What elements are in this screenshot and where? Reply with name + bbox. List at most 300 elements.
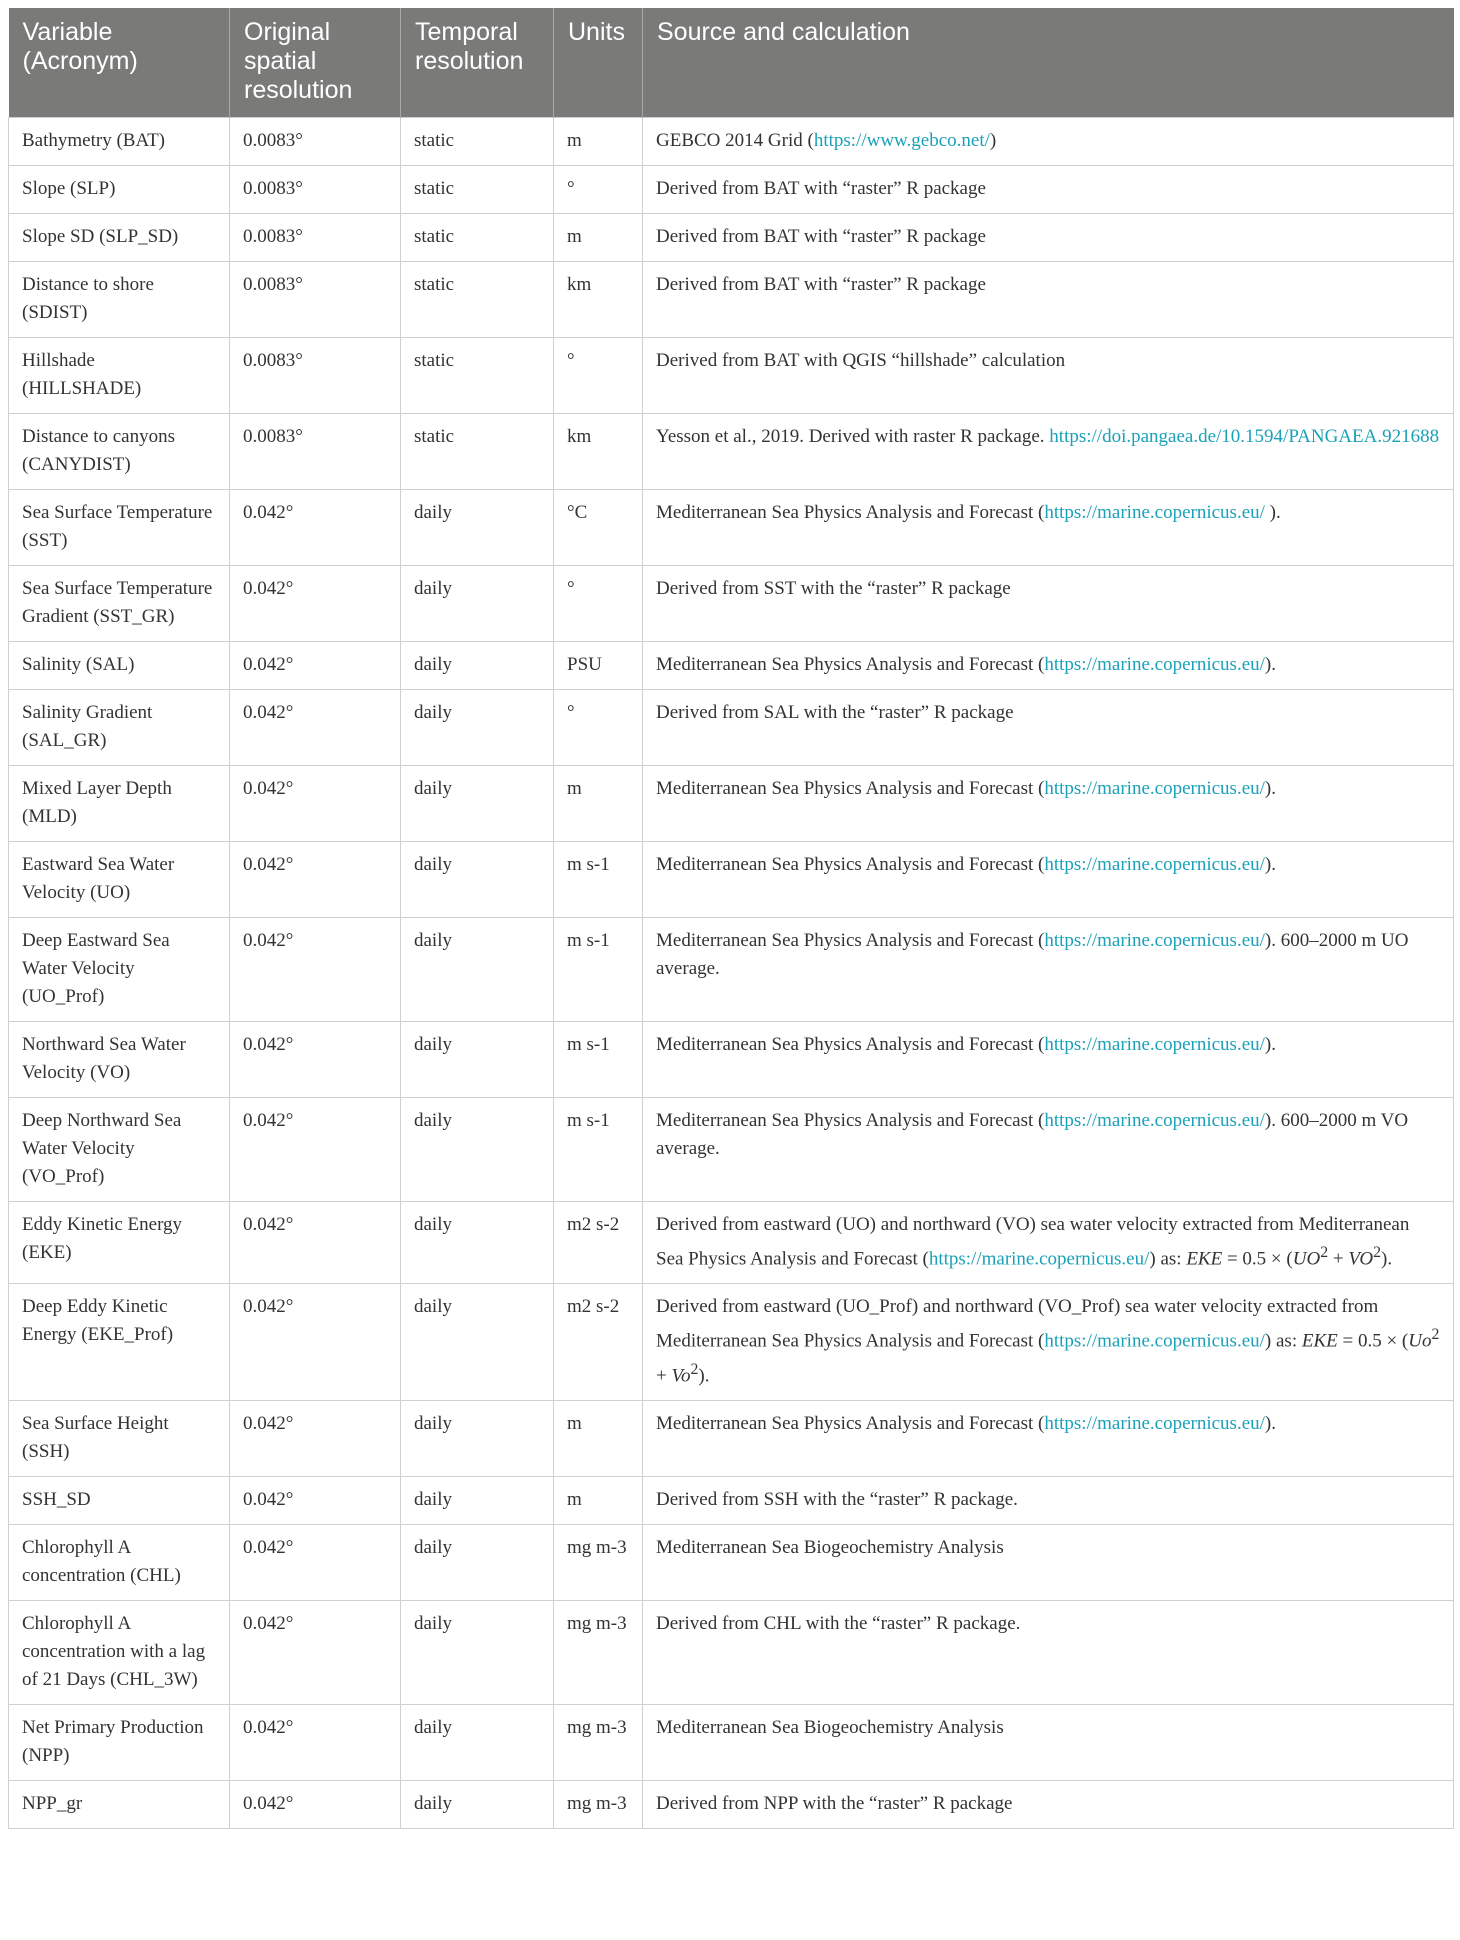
- table-row: [9, 1202, 1454, 1284]
- resolution-text: 0.042°: [243, 502, 294, 523]
- cell-variable: [9, 1202, 230, 1284]
- units-text: mg m-3: [567, 1716, 627, 1738]
- cell-variable: [9, 1476, 230, 1524]
- cell-units: [554, 1780, 643, 1828]
- units-text: mg m-3: [567, 1536, 627, 1558]
- table-row: [9, 1600, 1454, 1704]
- cell-source: [643, 1400, 1454, 1476]
- header-variable: Variable (Acronym): [9, 8, 230, 118]
- variable-text: Net Primary Production (NPP): [22, 1716, 204, 1766]
- variables-table: [8, 8, 1454, 1829]
- cell-temporal-resolution: [401, 1284, 554, 1401]
- cell-spatial-resolution: [230, 490, 401, 566]
- temporal-text: static: [414, 130, 455, 151]
- source-text: Derived from BAT with “raster” R package: [656, 178, 986, 199]
- cell-spatial-resolution: [230, 918, 401, 1022]
- source-link[interactable]: https://marine.copernicus.eu/: [1044, 1412, 1265, 1434]
- formula-term-a: Uo: [1408, 1330, 1432, 1352]
- temporal-text: daily: [414, 1488, 452, 1510]
- table-row: [9, 166, 1454, 214]
- cell-source: [643, 1600, 1454, 1704]
- cell-spatial-resolution: [230, 1600, 401, 1704]
- formula-exponent-a: 2: [1320, 1244, 1329, 1261]
- source-text-after-link: ). 600–2000 m VO average.: [656, 1110, 1409, 1159]
- table-row: [9, 766, 1454, 842]
- table-row: [9, 1284, 1454, 1401]
- source-text-after-link: ).: [1264, 778, 1276, 799]
- units-text: mg m-3: [567, 1612, 627, 1634]
- cell-units: [554, 690, 643, 766]
- header-units: Units: [554, 8, 643, 118]
- cell-source: [643, 1202, 1454, 1284]
- source-text: Mediterranean Sea Physics Analysis and Forecast (: [656, 854, 1045, 875]
- table-container: [8, 8, 1453, 1829]
- resolution-text: 0.042°: [243, 1110, 294, 1131]
- units-text: km: [567, 426, 592, 447]
- variable-text: Slope (SLP): [22, 178, 116, 199]
- cell-spatial-resolution: [230, 1284, 401, 1401]
- units-text: m2 s-2: [567, 1214, 620, 1235]
- cell-source: [643, 690, 1454, 766]
- cell-spatial-resolution: [230, 1098, 401, 1202]
- source-link[interactable]: https://marine.copernicus.eu/: [1044, 1330, 1265, 1352]
- table-row: [9, 642, 1454, 690]
- header-temporal-resolution: Temporal resolution: [401, 8, 554, 118]
- cell-units: [554, 338, 643, 414]
- table-row: [9, 262, 1454, 338]
- resolution-text: 0.042°: [243, 778, 294, 799]
- temporal-text: daily: [414, 1716, 452, 1738]
- source-text: Mediterranean Sea Biogeochemistry Analysis: [656, 1716, 1004, 1738]
- cell-spatial-resolution: [230, 1476, 401, 1524]
- formula-close: ).: [1381, 1248, 1393, 1270]
- source-link[interactable]: https://doi.pangaea.de/10.1594/PANGAEA.921688: [1049, 426, 1440, 447]
- cell-units: [554, 490, 643, 566]
- table-row: [9, 1780, 1454, 1828]
- source-link[interactable]: https://marine.copernicus.eu/: [1044, 778, 1265, 799]
- table-row: [9, 118, 1454, 166]
- units-text: m: [567, 778, 582, 799]
- cell-spatial-resolution: [230, 1780, 401, 1828]
- cell-variable: [9, 1600, 230, 1704]
- cell-variable: [9, 1704, 230, 1780]
- source-link[interactable]: https://marine.copernicus.eu/: [1044, 654, 1265, 675]
- table-row: [9, 1704, 1454, 1780]
- units-text: m s-1: [567, 1034, 610, 1055]
- cell-units: [554, 566, 643, 642]
- source-text: Derived from CHL with the “raster” R package.: [656, 1612, 1021, 1634]
- cell-source: [643, 642, 1454, 690]
- source-text: Mediterranean Sea Physics Analysis and Forecast (: [656, 1034, 1045, 1055]
- cell-variable: [9, 918, 230, 1022]
- variable-text: Eastward Sea Water Velocity (UO): [22, 854, 175, 903]
- table-row: [9, 1022, 1454, 1098]
- source-text-after-link: ).: [1264, 1412, 1276, 1434]
- resolution-text: 0.0083°: [243, 226, 303, 247]
- table-row: [9, 690, 1454, 766]
- source-text: Mediterranean Sea Physics Analysis and Forecast (: [656, 1110, 1045, 1131]
- header-spatial-resolution: Original spatial resolution: [230, 8, 401, 118]
- cell-temporal-resolution: [401, 262, 554, 338]
- cell-spatial-resolution: [230, 1202, 401, 1284]
- temporal-text: daily: [414, 778, 452, 799]
- cell-variable: [9, 1022, 230, 1098]
- cell-variable: [9, 118, 230, 166]
- units-text: °C: [567, 502, 588, 523]
- temporal-text: daily: [414, 1612, 452, 1634]
- cell-temporal-resolution: [401, 1600, 554, 1704]
- cell-variable: [9, 566, 230, 642]
- variable-text: Deep Eddy Kinetic Energy (EKE_Prof): [22, 1296, 174, 1346]
- source-link[interactable]: https://www.gebco.net/: [813, 130, 990, 151]
- cell-variable: [9, 490, 230, 566]
- table-body: [9, 118, 1454, 1829]
- cell-source: [643, 766, 1454, 842]
- source-text-after-link: ) as:: [1264, 1330, 1302, 1352]
- cell-source: [643, 1524, 1454, 1600]
- source-text-after-link: ).: [1264, 654, 1276, 675]
- temporal-text: static: [414, 426, 455, 447]
- temporal-text: daily: [414, 578, 452, 599]
- resolution-text: 0.0083°: [243, 350, 303, 371]
- variable-text: Eddy Kinetic Energy (EKE): [22, 1214, 183, 1263]
- variable-text: Sea Surface Temperature Gradient (SST_GR): [22, 578, 213, 627]
- resolution-text: 0.0083°: [243, 130, 303, 151]
- cell-temporal-resolution: [401, 918, 554, 1022]
- resolution-text: 0.042°: [243, 930, 294, 951]
- variable-text: Distance to shore (SDIST): [22, 274, 154, 323]
- cell-spatial-resolution: [230, 766, 401, 842]
- cell-variable: [9, 414, 230, 490]
- table-row: [9, 842, 1454, 918]
- source-link[interactable]: https://marine.copernicus.eu/: [1044, 502, 1265, 523]
- cell-source: [643, 1284, 1454, 1401]
- cell-units: [554, 214, 643, 262]
- temporal-text: daily: [414, 1536, 452, 1558]
- cell-variable: [9, 1284, 230, 1401]
- resolution-text: 0.0083°: [243, 274, 303, 295]
- cell-variable: [9, 690, 230, 766]
- units-text: m: [567, 1488, 582, 1510]
- temporal-text: daily: [414, 1034, 452, 1055]
- units-text: °: [567, 178, 575, 199]
- variable-text: Salinity (SAL): [22, 654, 135, 675]
- cell-temporal-resolution: [401, 214, 554, 262]
- cell-source: [643, 214, 1454, 262]
- formula-lhs: EKE: [1186, 1248, 1223, 1270]
- variable-text: Deep Eastward Sea Water Velocity (UO_Prof): [22, 930, 170, 1007]
- source-text: Derived from SAL with the “raster” R package: [656, 702, 1014, 723]
- cell-source: [643, 1476, 1454, 1524]
- cell-variable: [9, 1098, 230, 1202]
- formula-close: ).: [698, 1364, 710, 1386]
- cell-spatial-resolution: [230, 690, 401, 766]
- cell-variable: [9, 1780, 230, 1828]
- cell-source: [643, 1098, 1454, 1202]
- cell-spatial-resolution: [230, 414, 401, 490]
- resolution-text: 0.042°: [243, 578, 294, 599]
- formula-exponent-b: 2: [690, 1360, 699, 1378]
- cell-source: [643, 1704, 1454, 1780]
- formula-plus: +: [656, 1364, 672, 1386]
- cell-temporal-resolution: [401, 1400, 554, 1476]
- cell-spatial-resolution: [230, 262, 401, 338]
- cell-temporal-resolution: [401, 690, 554, 766]
- cell-temporal-resolution: [401, 414, 554, 490]
- cell-variable: [9, 1524, 230, 1600]
- source-text: Mediterranean Sea Physics Analysis and Forecast (: [656, 502, 1045, 523]
- cell-temporal-resolution: [401, 1202, 554, 1284]
- formula-term-b: VO: [1348, 1248, 1374, 1270]
- variable-text: Sea Surface Temperature (SST): [22, 502, 213, 551]
- cell-units: [554, 118, 643, 166]
- cell-spatial-resolution: [230, 1704, 401, 1780]
- units-text: °: [567, 350, 575, 371]
- cell-units: [554, 1600, 643, 1704]
- source-text: Yesson et al., 2019. Derived with raster R package.: [656, 426, 1050, 447]
- variable-text: Distance to canyons (CANYDIST): [22, 426, 176, 475]
- cell-variable: [9, 166, 230, 214]
- cell-units: [554, 642, 643, 690]
- units-text: °: [567, 578, 575, 599]
- source-link[interactable]: https://marine.copernicus.eu/: [1044, 930, 1265, 951]
- variable-text: Bathymetry (BAT): [22, 130, 166, 151]
- temporal-text: static: [414, 350, 455, 371]
- cell-temporal-resolution: [401, 1476, 554, 1524]
- resolution-text: 0.042°: [243, 1488, 294, 1510]
- source-link[interactable]: https://marine.copernicus.eu/: [1044, 854, 1265, 875]
- source-link[interactable]: https://marine.copernicus.eu/: [928, 1248, 1150, 1270]
- source-text: Mediterranean Sea Physics Analysis and Forecast (: [656, 930, 1045, 951]
- cell-temporal-resolution: [401, 842, 554, 918]
- variable-text: Salinity Gradient (SAL_GR): [22, 702, 153, 751]
- units-text: mg m-3: [567, 1792, 627, 1814]
- resolution-text: 0.042°: [243, 1412, 294, 1434]
- temporal-text: daily: [414, 1412, 452, 1434]
- cell-variable: [9, 642, 230, 690]
- cell-spatial-resolution: [230, 338, 401, 414]
- cell-temporal-resolution: [401, 118, 554, 166]
- cell-temporal-resolution: [401, 1022, 554, 1098]
- table-row: [9, 918, 1454, 1022]
- cell-spatial-resolution: [230, 566, 401, 642]
- source-text: Derived from BAT with “raster” R package: [656, 274, 986, 295]
- units-text: PSU: [567, 654, 602, 675]
- cell-spatial-resolution: [230, 1524, 401, 1600]
- cell-variable: [9, 1400, 230, 1476]
- source-text: Derived from SST with the “raster” R package: [656, 578, 1011, 599]
- header-row: [9, 8, 1454, 118]
- table-row: [9, 1524, 1454, 1600]
- cell-temporal-resolution: [401, 642, 554, 690]
- units-text: m: [567, 130, 582, 151]
- source-text-after-link: ).: [1264, 502, 1281, 523]
- table-row: [9, 490, 1454, 566]
- cell-temporal-resolution: [401, 566, 554, 642]
- variable-text: Hillshade (HILLSHADE): [22, 350, 142, 399]
- formula-exponent-b: 2: [1373, 1244, 1382, 1261]
- temporal-text: static: [414, 178, 455, 199]
- cell-temporal-resolution: [401, 490, 554, 566]
- cell-source: [643, 566, 1454, 642]
- cell-temporal-resolution: [401, 338, 554, 414]
- cell-source: [643, 1780, 1454, 1828]
- cell-source: [643, 166, 1454, 214]
- table-row: [9, 214, 1454, 262]
- formula-term-a: UO: [1292, 1248, 1321, 1270]
- temporal-text: daily: [414, 702, 452, 723]
- cell-units: [554, 1704, 643, 1780]
- cell-units: [554, 1098, 643, 1202]
- cell-source: [643, 490, 1454, 566]
- units-text: m2 s-2: [567, 1296, 620, 1318]
- variable-text: Slope SD (SLP_SD): [22, 226, 179, 247]
- source-text: GEBCO 2014 Grid (: [656, 130, 814, 151]
- cell-temporal-resolution: [401, 1098, 554, 1202]
- formula-plus: +: [1328, 1248, 1349, 1270]
- cell-units: [554, 414, 643, 490]
- units-text: m: [567, 1412, 582, 1434]
- source-text-after-link: ): [989, 130, 997, 151]
- table-row: [9, 1400, 1454, 1476]
- cell-temporal-resolution: [401, 1524, 554, 1600]
- cell-source: [643, 414, 1454, 490]
- variable-text: Sea Surface Height (SSH): [22, 1412, 169, 1462]
- temporal-text: daily: [414, 1110, 452, 1131]
- cell-temporal-resolution: [401, 766, 554, 842]
- resolution-text: 0.042°: [243, 1034, 294, 1055]
- variable-text: Mixed Layer Depth (MLD): [22, 778, 172, 827]
- cell-units: [554, 1022, 643, 1098]
- temporal-text: static: [414, 226, 455, 247]
- resolution-text: 0.0083°: [243, 178, 303, 199]
- resolution-text: 0.042°: [243, 1716, 294, 1738]
- cell-temporal-resolution: [401, 166, 554, 214]
- cell-spatial-resolution: [230, 1022, 401, 1098]
- source-link[interactable]: https://marine.copernicus.eu/: [1044, 1110, 1265, 1131]
- resolution-text: 0.042°: [243, 1536, 294, 1558]
- source-text: Mediterranean Sea Physics Analysis and Forecast (: [656, 778, 1045, 799]
- temporal-text: daily: [414, 1214, 452, 1235]
- units-text: m s-1: [567, 854, 610, 875]
- temporal-text: daily: [414, 930, 452, 951]
- source-text: Derived from BAT with “raster” R package: [656, 226, 986, 247]
- variable-text: Deep Northward Sea Water Velocity (VO_Prof): [22, 1110, 182, 1187]
- temporal-text: daily: [414, 1296, 452, 1318]
- cell-units: [554, 262, 643, 338]
- cell-spatial-resolution: [230, 842, 401, 918]
- cell-variable: [9, 214, 230, 262]
- table-row: [9, 1098, 1454, 1202]
- cell-units: [554, 766, 643, 842]
- source-text-after-link: ). 600–2000 m UO average.: [656, 930, 1409, 979]
- source-text: Derived from NPP with the “raster” R package: [656, 1792, 1013, 1814]
- variable-text: SSH_SD: [22, 1488, 91, 1510]
- source-link[interactable]: https://marine.copernicus.eu/: [1044, 1034, 1265, 1055]
- source-text: Mediterranean Sea Physics Analysis and Forecast (: [656, 654, 1045, 675]
- variable-text: Northward Sea Water Velocity (VO): [22, 1034, 186, 1083]
- cell-units: [554, 1476, 643, 1524]
- formula-eq: = 0.5 × (: [1337, 1330, 1409, 1352]
- cell-variable: [9, 338, 230, 414]
- cell-variable: [9, 262, 230, 338]
- cell-source: [643, 338, 1454, 414]
- temporal-text: daily: [414, 854, 452, 875]
- table-row: [9, 1476, 1454, 1524]
- cell-spatial-resolution: [230, 118, 401, 166]
- resolution-text: 0.042°: [243, 1214, 294, 1235]
- table-row: [9, 414, 1454, 490]
- cell-units: [554, 918, 643, 1022]
- formula-exponent-a: 2: [1431, 1326, 1440, 1344]
- source-text: Derived from BAT with QGIS “hillshade” calculation: [656, 350, 1066, 371]
- temporal-text: daily: [414, 502, 452, 523]
- units-text: km: [567, 274, 592, 295]
- cell-units: [554, 1524, 643, 1600]
- variable-text: NPP_gr: [22, 1792, 83, 1814]
- source-text: Mediterranean Sea Physics Analysis and Forecast (: [656, 1412, 1045, 1434]
- temporal-text: daily: [414, 1792, 452, 1814]
- header-source: Source and calculation: [643, 8, 1454, 118]
- units-text: m: [567, 226, 582, 247]
- cell-variable: [9, 766, 230, 842]
- variable-text: Chlorophyll A concentration with a lag of 21 Days (CHL_3W): [22, 1612, 206, 1690]
- source-text-after-link: ).: [1264, 1034, 1276, 1055]
- temporal-text: static: [414, 274, 455, 295]
- formula-term-b: Vo: [671, 1364, 691, 1386]
- resolution-text: 0.042°: [243, 1296, 294, 1318]
- source-text: Derived from SSH with the “raster” R package.: [656, 1488, 1018, 1510]
- units-text: °: [567, 702, 575, 723]
- cell-source: [643, 918, 1454, 1022]
- table-row: [9, 566, 1454, 642]
- units-text: m s-1: [567, 1110, 610, 1131]
- cell-source: [643, 118, 1454, 166]
- table-header: [9, 8, 1454, 118]
- variable-text: Chlorophyll A concentration (CHL): [22, 1536, 181, 1586]
- cell-spatial-resolution: [230, 1400, 401, 1476]
- source-text-after-link: ) as:: [1149, 1248, 1187, 1270]
- source-text: Mediterranean Sea Biogeochemistry Analysis: [656, 1536, 1004, 1558]
- source-text: Derived from eastward (UO) and northward (VO) sea water velocity extracted from Mediterranean Sea Physics Analysis and Forecast (: [656, 1214, 1410, 1270]
- formula-lhs: EKE: [1301, 1330, 1338, 1352]
- cell-units: [554, 1400, 643, 1476]
- cell-source: [643, 262, 1454, 338]
- cell-units: [554, 1202, 643, 1284]
- resolution-text: 0.042°: [243, 1792, 294, 1814]
- formula-eq: = 0.5 × (: [1222, 1248, 1293, 1270]
- cell-units: [554, 842, 643, 918]
- resolution-text: 0.0083°: [243, 426, 303, 447]
- cell-spatial-resolution: [230, 214, 401, 262]
- cell-temporal-resolution: [401, 1704, 554, 1780]
- cell-units: [554, 1284, 643, 1401]
- cell-temporal-resolution: [401, 1780, 554, 1828]
- resolution-text: 0.042°: [243, 854, 294, 875]
- source-text: Derived from eastward (UO_Prof) and northward (VO_Prof) sea water velocity extracted from Mediterranean Sea Physics Analysis and Forecast (: [656, 1296, 1379, 1352]
- cell-variable: [9, 842, 230, 918]
- cell-spatial-resolution: [230, 642, 401, 690]
- resolution-text: 0.042°: [243, 654, 294, 675]
- cell-units: [554, 166, 643, 214]
- cell-source: [643, 1022, 1454, 1098]
- resolution-text: 0.042°: [243, 1612, 294, 1634]
- cell-spatial-resolution: [230, 166, 401, 214]
- cell-source: [643, 842, 1454, 918]
- units-text: m s-1: [567, 930, 610, 951]
- resolution-text: 0.042°: [243, 702, 294, 723]
- temporal-text: daily: [414, 654, 452, 675]
